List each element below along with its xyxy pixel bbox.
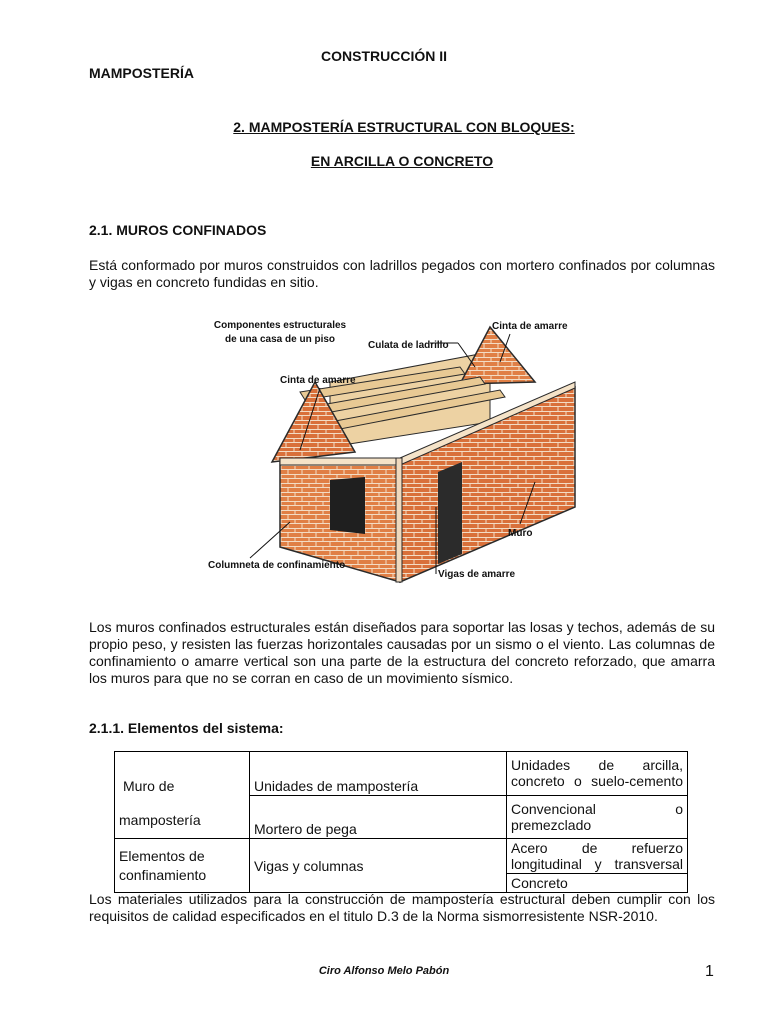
muros-body-paragraph: Los muros confinados estructurales están diseñados para soportar las losas y techos, además de su propio peso, y resisten las fuerzas horizontales causadas por un sismo o el viento. Las columnas de confinamiento o amarre vertical son una parte de la estructura del concreto reforzado, que amarra los muros para que no se corran en caso de un movimiento sísmico. xyxy=(89,619,715,686)
section-subtitle: EN ARCILLA O CONCRETO xyxy=(310,153,494,169)
page-number: 1 xyxy=(705,963,714,980)
vigas-label: Vigas de amarre xyxy=(438,569,516,580)
columneta xyxy=(396,458,402,582)
cell-elementos: Elementos de confinamiento xyxy=(115,839,250,893)
muro-label: Muro xyxy=(508,528,533,539)
section-title: 2. MAMPOSTERÍA ESTRUCTURAL CON BLOQUES: xyxy=(233,119,575,135)
culata-label: Culata de ladrillo xyxy=(368,340,449,351)
cell-unidades: Unidades de mampostería xyxy=(250,752,507,796)
figure-title-line2: de una casa de un piso xyxy=(224,334,336,345)
door-opening xyxy=(438,462,462,564)
cell-muro: Muro de mampostería xyxy=(115,752,250,839)
muros-heading: 2.1. MUROS CONFINADOS xyxy=(89,222,267,238)
footer-author: Ciro Alfonso Melo Pabón xyxy=(318,965,450,977)
cell-vigas: Vigas y columnas xyxy=(250,839,507,893)
window-opening xyxy=(330,477,365,534)
cell-acero: Acero de refuerzo longitudinal y transversal xyxy=(507,839,688,874)
cell-mortero-desc: Convencional o premezclado xyxy=(507,795,688,839)
system-elements-table xyxy=(114,751,688,893)
house-components-diagram xyxy=(190,312,590,584)
elementos-heading: 2.1.1. Elementos del sistema: xyxy=(89,720,284,736)
document-header: CONSTRUCCIÓN II xyxy=(321,48,447,64)
cinta-label-left: Cinta de amarre xyxy=(280,375,356,386)
cell-unidades-desc: Unidades de arcilla, concreto o suelo-cemento xyxy=(507,752,688,796)
columneta-label: Columneta de confinamiento xyxy=(208,560,346,571)
muros-intro-paragraph: Está conformado por muros construidos con ladrillos pegados con mortero confinados por columnas y vigas en concreto fundidas en sitio. xyxy=(89,257,715,290)
figure-title-line1: Componentes estructurales xyxy=(213,320,347,331)
subject-title: MAMPOSTERÍA xyxy=(89,65,194,81)
cinta-label-right: Cinta de amarre xyxy=(492,321,568,332)
cell-mortero: Mortero de pega xyxy=(250,795,507,839)
cell-concreto: Concreto xyxy=(507,874,688,893)
closing-paragraph: Los materiales utilizados para la construcción de mampostería estructural deben cumplir con los requisitos de calidad especificados en el titulo D.3 de la Norma sismorresistente NSR-2010. xyxy=(89,891,715,924)
